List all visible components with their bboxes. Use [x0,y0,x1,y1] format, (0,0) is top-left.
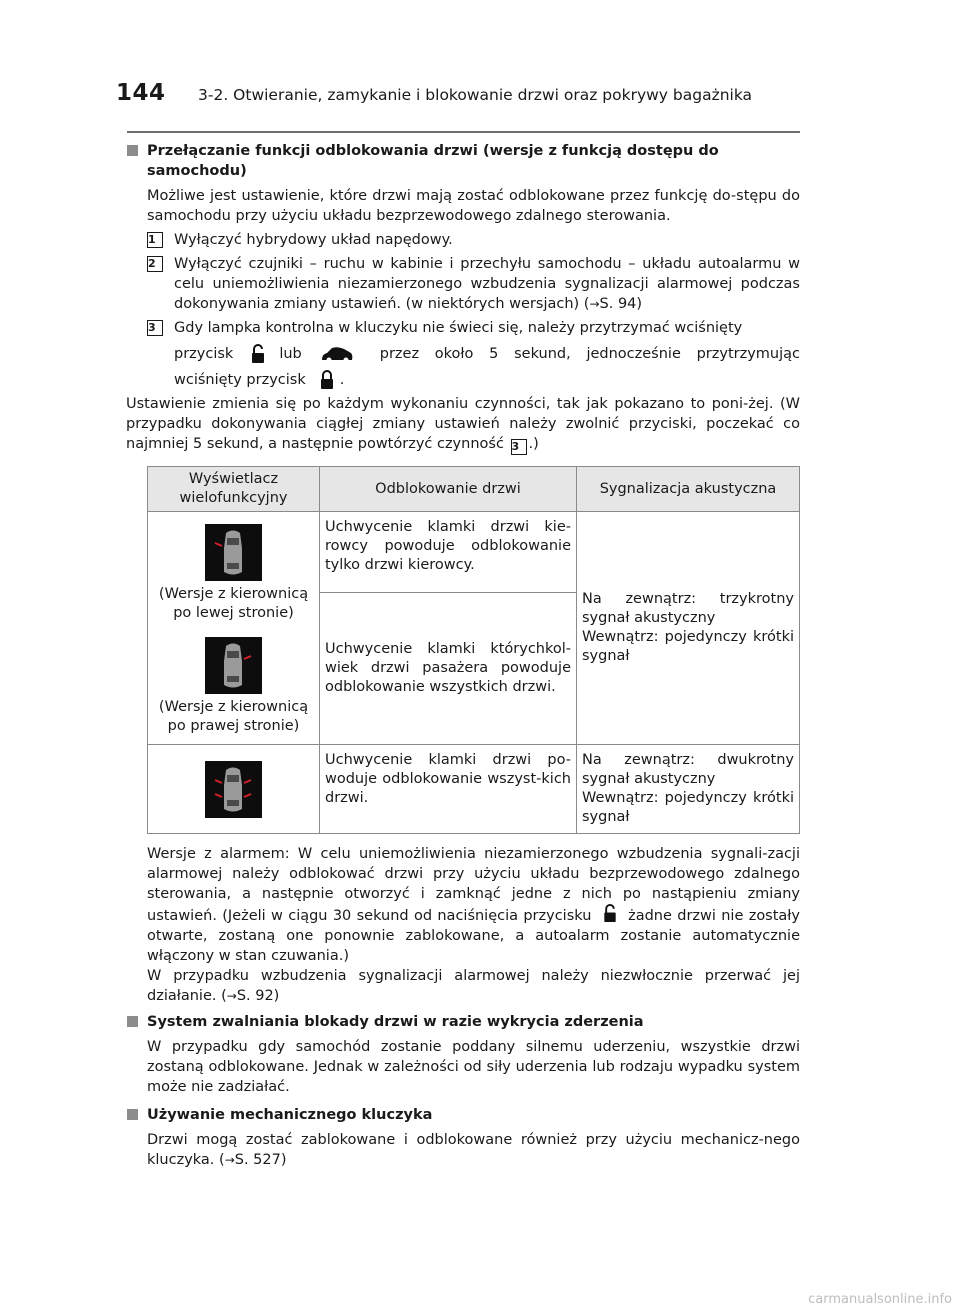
unlock-settings-table [147,466,800,834]
trunk-button-icon [320,345,354,363]
arrow-icon: → [226,989,237,1003]
step-1: 1 Wyłączyć hybrydowy układ napędowy. [148,232,453,248]
unlock-cell: Uchwycenie klamki drzwi kie-rowcy powoduje odblokowanie tylko drzwi kierowcy. [320,512,577,593]
unlock-cell: Uchwycenie klamki drzwi po-woduje odblokowanie wszyst-kich drzwi. [320,745,577,834]
unlock-button-icon [603,904,617,923]
table-header: Wyświetlacz wielofunkcyjny [148,467,320,512]
section-title-unlock-switch: Przełączanie funkcji odblokowania drzwi (wersje z funkcją dostępu do samochodu) [126,141,800,181]
step-number: 3 [147,320,163,336]
step-2: 2 Wyłączyć czujniki – ruchu w kabinie i przechyłu samochodu – układu autoalarmu w celu uniemożliwienia niezamierzonego wzbudzenia sygnalizacji alarmowej podczas dokonywania zmiany ustawień. (w niektórych wersjach) (→S. 94) [148,256,800,312]
section-title-crash-unlock: System zwalniania blokady drzwi w razie wykrycia zderzenia [126,1012,800,1032]
page-reference[interactable]: S. 92) [236,988,280,1004]
unlock-cell: Uchwycenie klamki którychkol-wiek drzwi pasażera powoduje odblokowanie wszystkich drzwi. [320,592,577,744]
step-number-ref: 3 [511,439,527,455]
table-header: Odblokowanie drzwi [320,467,577,512]
lock-button-icon [320,370,334,390]
caption-left-hand: (Wersje z kierownicą po lewej stronie) [158,586,309,621]
watermark: carmanualsonline.info [808,1292,952,1307]
car-door-display-icon [205,524,262,581]
table-row [148,512,800,593]
display-cell [148,512,320,745]
signal-cell: Na zewnątrz: trzykrotny sygnał akustyczny Wewnątrz: pojedynczy krótki sygnał [577,512,800,745]
step-number: 2 [147,256,163,272]
settings-note: Ustawienie zmienia się po każdym wykonaniu czynności, tak jak pokazano to poni-żej. (W przypadku dokonywania ciągłej zmiany ustawień należy zwolnić przyciski, poczekać co najmniej 5 sekund, a następnie powtórzyć czynność 3 .) [126,396,800,453]
alarm-stop-note: W przypadku wzbudzenia sygnalizacji alarmowej należy niezwłocznie przerwać jej działanie. (→S. 92) [147,968,800,1004]
step-list [147,230,800,392]
arrow-icon: → [224,1153,235,1167]
alarm-note: Wersje z alarmem: W celu uniemożliwienia niezamierzonego wzbudzenia sygnali-zacji alarmowej należy odblokować drzwi przy użyciu układu bezprzewodowego zdalnego sterowania, a następnie otworzyć i zamknąć jedne z nich po nastąpieniu zmiany ustawień. (Jeżeli w ciągu 30 sekund od naciśnięcia przycisku żadne drzwi nie zostały otwarte, zostaną one ponownie zablokowane, a autoalarm zostanie automatycznie włączony w stan czuwania.) [147,846,801,964]
display-cell [148,745,320,834]
table-header: Sygnalizacja akustyczna [577,467,800,512]
section-intro: Możliwe jest ustawienie, które drzwi mają zostać odblokowane przez funkcję do-stępu do samochodu przy użyciu układu bezprzewodowego zdalnego sterowania. [147,188,800,224]
section-text: Drzwi mogą zostać zablokowane i odblokowane również przy użyciu mechanicz-nego kluczyka. (→S. 527) [147,1132,800,1168]
section-text: W przypadku gdy samochód zostanie poddany silnemu uderzeniu, wszystkie drzwi zostaną odblokowane. Jednak w zależności od siły uderzenia lub rodzaju wypadku system może nie zadziałać. [147,1039,800,1095]
unlock-button-icon [251,344,265,364]
arrow-icon: → [589,297,600,311]
signal-cell: Na zewnątrz: dwukrotny sygnał akustyczny Wewnątrz: pojedynczy krótki sygnał [577,745,800,834]
square-bullet-icon [127,1016,138,1027]
page-header [116,80,800,108]
chapter-title: 3-2. Otwieranie, zamykanie i blokowanie drzwi oraz pokrywy bagażnika [198,86,753,104]
section-title-mechanical-key: Używanie mechanicznego kluczyka [126,1105,800,1125]
caption-right-hand: (Wersje z kierownicą po prawej stronie) [158,699,309,734]
header-rule [127,131,800,133]
step-number: 1 [147,232,163,248]
page-reference[interactable]: S. 94) [599,296,643,312]
car-door-display-icon [205,761,262,818]
table-row [148,745,800,834]
square-bullet-icon [127,1109,138,1120]
page-content [126,141,800,1170]
page-number: 144 [116,80,166,106]
car-door-display-icon [205,637,262,694]
page-reference[interactable]: S. 527) [234,1152,287,1168]
square-bullet-icon [127,145,138,156]
table-header-row [148,467,800,512]
step-3: 3 Gdy lampka kontrolna w kluczyku nie świeci się, należy przytrzymać wciśnięty przycisk lub przez około 5 sekund, jednocześnie przytrzymując wciśnięty przycisk . [148,320,800,388]
